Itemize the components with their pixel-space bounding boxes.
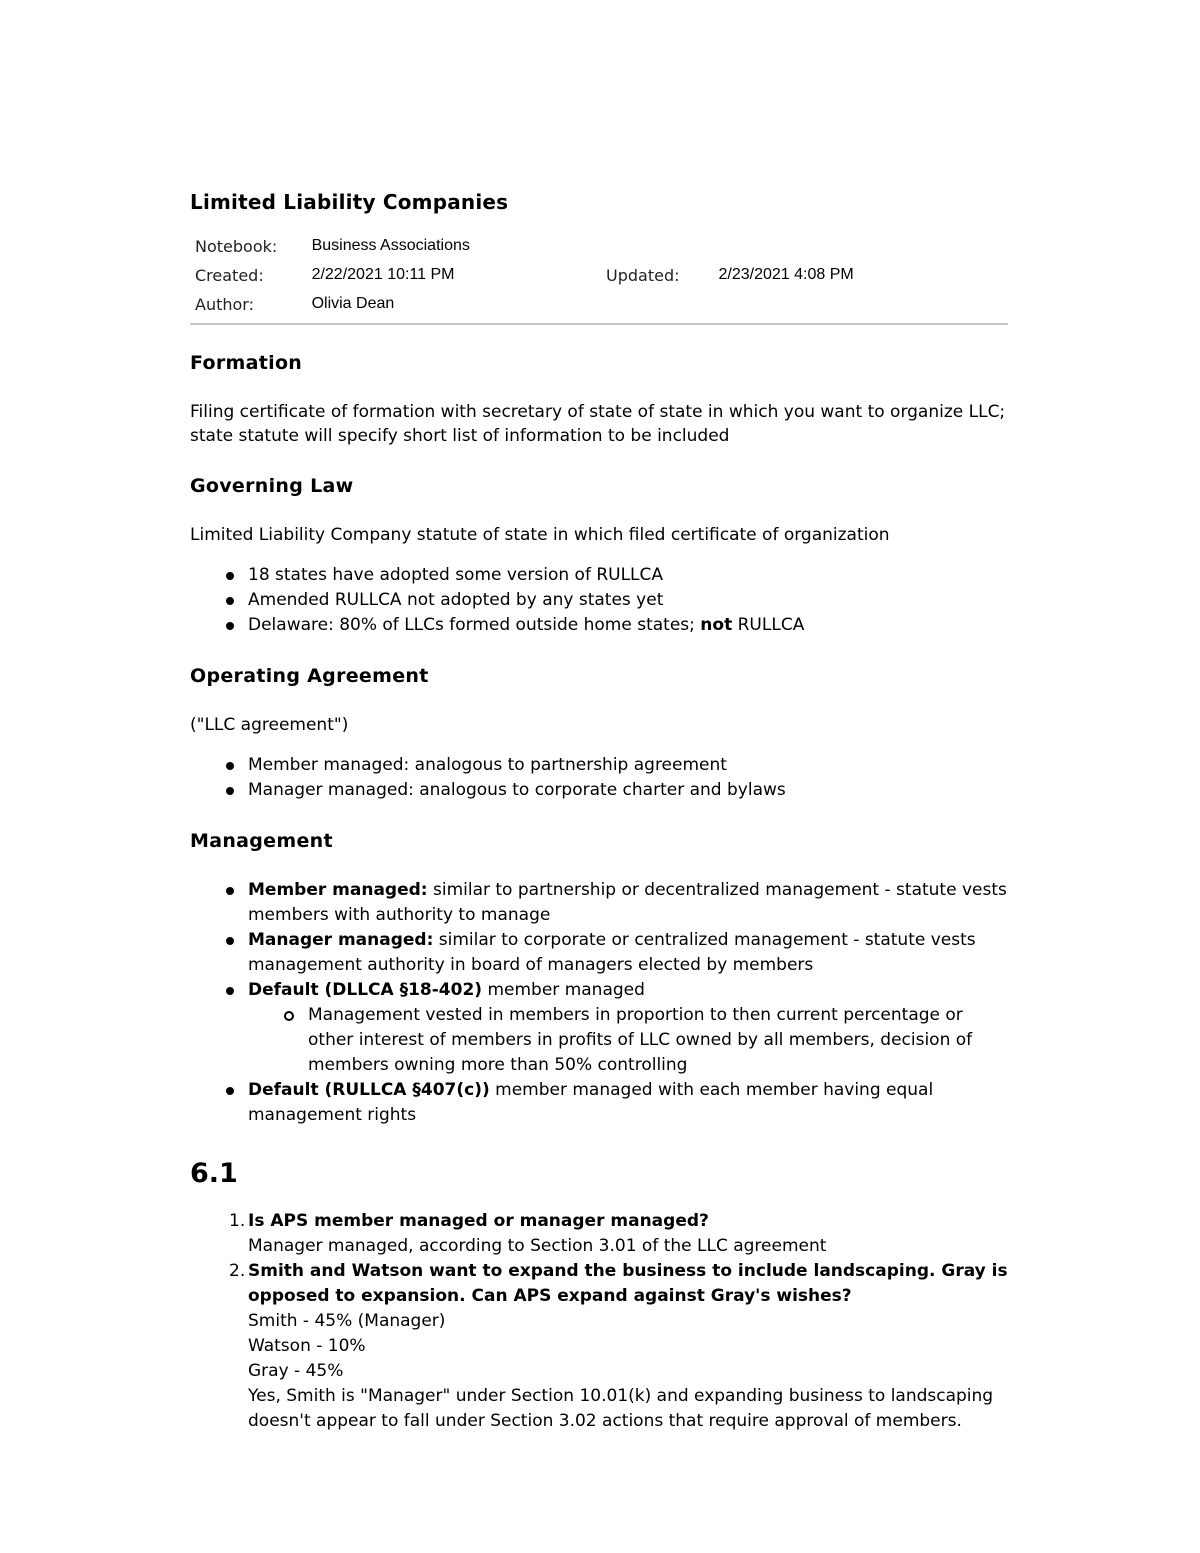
list-item: Default (DLLCA §18-402) member managed Management vested in members in proportion to then current percentage or other interest of members in profits of LLC owned by all members, decision of members owning more than 50% controlling — [248, 978, 1010, 1078]
questions-list — [190, 1209, 1010, 1434]
question-number: 2. — [229, 1261, 246, 1281]
note-title: Limited Liability Companies — [190, 190, 509, 214]
governing-law-heading: Governing Law — [190, 475, 354, 497]
governing-law-text: Limited Liability Company statute of state in which filed certificate of organization — [190, 525, 890, 545]
ownership-line: Watson - 10% — [248, 1336, 366, 1356]
author-value: Olivia Dean — [311, 295, 395, 312]
created-value: 2/22/2021 10:11 PM — [311, 266, 455, 283]
ownership-line: Gray - 45% — [248, 1361, 344, 1381]
created-label: Created: — [195, 266, 264, 285]
answer-text: Manager managed, according to Section 3.01 of the LLC agreement — [248, 1236, 827, 1256]
updated-value: 2/23/2021 4:08 PM — [718, 266, 854, 283]
section-6-1-heading: 6.1 — [190, 1158, 238, 1189]
list-item: Member managed: analogous to partnership agreement — [248, 753, 1010, 778]
question-item — [229, 1259, 1010, 1434]
notebook-label: Notebook: — [195, 237, 278, 256]
governing-law-list — [190, 563, 1010, 638]
question-text: Smith and Watson want to expand the business to include landscaping. Gray is opposed to expansion. Can APS expand against Gray's wishes? — [248, 1261, 1008, 1306]
list-item: 18 states have adopted some version of RULLCA — [248, 563, 1010, 588]
notebook-value: Business Associations — [311, 237, 470, 254]
note-page — [190, 190, 1010, 1434]
formation-heading: Formation — [190, 352, 303, 374]
question-number: 1. — [229, 1211, 246, 1231]
ownership-line: Smith - 45% (Manager) — [248, 1311, 446, 1331]
operating-agreement-heading: Operating Agreement — [190, 665, 429, 687]
updated-label: Updated: — [606, 266, 680, 285]
operating-agreement-list — [190, 753, 1010, 803]
question-text: Is APS member managed or manager managed? — [248, 1211, 709, 1231]
list-item: Member managed: similar to partnership or decentralized management - statute vests members with authority to manage — [248, 878, 1010, 928]
operating-agreement-text: ("LLC agreement") — [190, 715, 349, 735]
management-heading: Management — [190, 830, 333, 852]
question-item — [229, 1209, 1010, 1259]
list-item: Amended RULLCA not adopted by any states yet — [248, 588, 1010, 613]
list-item: Delaware: 80% of LLCs formed outside home states; not RULLCA — [248, 613, 1010, 638]
answer-text: Yes, Smith is "Manager" under Section 10.01(k) and expanding business to landscaping doesn't appear to fall under Section 3.02 actions that require approval of members. — [248, 1386, 994, 1431]
note-metadata — [190, 234, 1008, 321]
management-list — [190, 878, 1010, 1128]
list-item: Manager managed: similar to corporate or centralized management - statute vests management authority in board of managers elected by members — [248, 928, 1010, 978]
list-item: Default (RULLCA §407(c)) member managed with each member having equal management rights — [248, 1078, 1010, 1128]
metadata-divider — [190, 323, 1008, 325]
management-sublist — [248, 1003, 1010, 1078]
list-item: Manager managed: analogous to corporate charter and bylaws — [248, 778, 1010, 803]
formation-text: Filing certificate of formation with secretary of state of state in which you want to organize LLC; state statute will specify short list of information to be included — [190, 402, 1006, 446]
sub-list-item: Management vested in members in proportion to then current percentage or other interest of members in profits of LLC owned by all members, decision of members owning more than 50% controlling — [308, 1003, 1010, 1078]
author-label: Author: — [195, 295, 254, 314]
